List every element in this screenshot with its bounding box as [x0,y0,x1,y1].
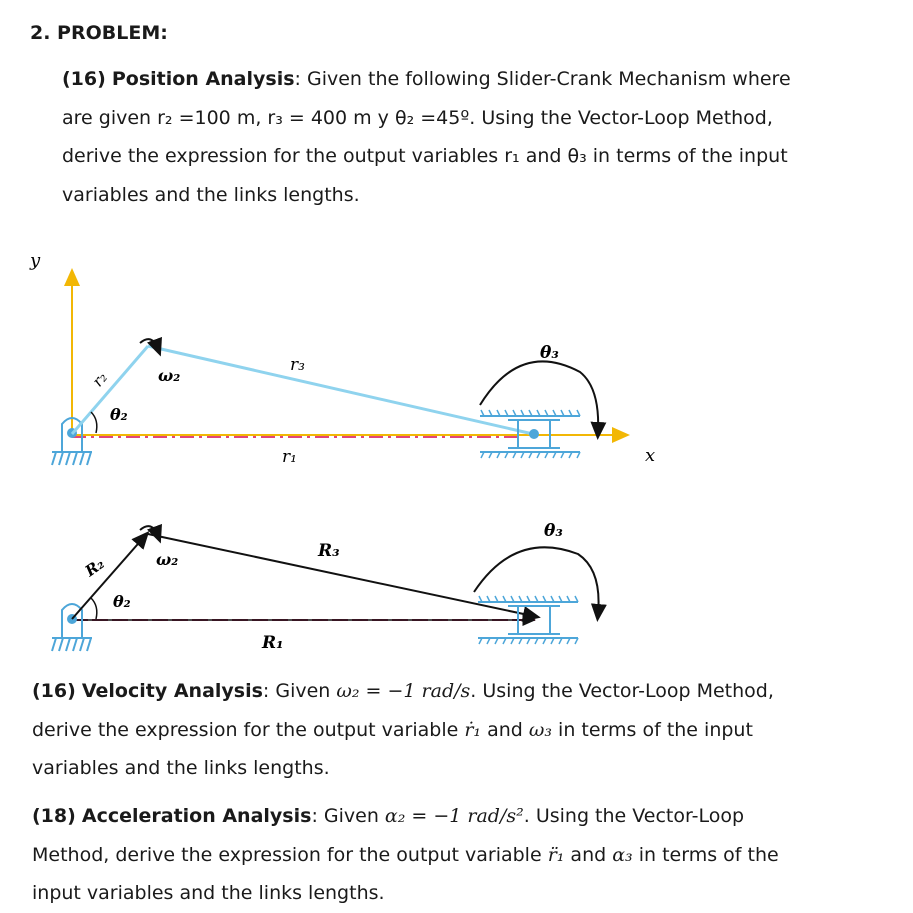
acceleration-title: Acceleration Analysis [81,805,312,827]
position-line-3: derive the expression for the output variables r₁ and θ₃ in terms of the input [62,145,788,167]
acceleration-points: (18) [32,805,76,827]
acceleration-line-2a: Method, derive the expression for the output variable [32,843,548,866]
omega2-label: ω₂ [158,366,181,385]
ground-pivot-2 [52,604,92,651]
velocity-var-r1-dot: ṙ₁ [464,718,482,741]
theta2-label-2: θ₂ [113,592,131,611]
velocity-analysis-paragraph [32,672,852,788]
theta3-label: θ₃ [540,343,559,363]
R2-label: R₂ [81,554,108,581]
velocity-title: Velocity Analysis [81,680,263,702]
x-axis-label: x [645,445,656,466]
theta3-arc [480,361,598,432]
position-line-1-text: : Given the following Slider-Crank Mechanism where [294,68,791,90]
acceleration-var-r1-ddot: r̈₁ [547,843,565,866]
position-title: Position Analysis [111,68,295,90]
velocity-line-1 [32,672,852,711]
velocity-given-equation: ω₂ = −1 rad/s [336,680,471,702]
diagram-1 [29,250,655,467]
theta2-label: θ₂ [110,405,128,424]
velocity-line-2b: and [481,718,529,741]
position-points: (16) [62,68,106,90]
velocity-var-omega3: ω₃ [528,718,552,741]
acceleration-var-alpha3: α₃ [612,843,633,866]
acceleration-analysis-paragraph [32,797,852,913]
acceleration-line-2c: in terms of the [632,843,779,866]
link-r3 [148,346,533,434]
velocity-line-2c: in terms of the input [552,718,753,741]
r3-label: r₃ [290,355,305,375]
theta3-arc-2 [474,547,599,614]
acceleration-line-2b: and [564,843,613,866]
velocity-text-a: : Given [262,680,337,702]
velocity-text-b: . Using the Vector-Loop Method, [470,680,774,702]
velocity-line-3: variables and the links lengths. [32,757,330,779]
R3-vector [148,534,533,616]
R3-label: R₃ [318,541,340,561]
acceleration-line-3: input variables and the links lengths. [32,882,385,904]
acceleration-text-b: . Using the Vector-Loop [523,805,745,827]
problem-heading: 2. PROBLEM: [30,22,168,44]
R2-vector [72,537,144,619]
omega2-label-2: ω₂ [156,550,179,569]
y-axis-label: y [30,250,41,271]
velocity-points: (16) [32,680,76,702]
position-line-4: variables and the links lengths. [62,183,360,206]
velocity-line-2a: derive the expression for the output variable [32,718,465,741]
acceleration-given-equation: α₂ = −1 rad/s² [384,805,524,827]
R1-label: R₁ [262,633,284,653]
acceleration-line-1 [32,797,852,836]
acceleration-line-2 [32,836,852,875]
position-line-2: are given r₂ =100 m, r₃ = 400 m y θ₂ =45º. Using the Vector-Loop Method, [62,106,773,129]
theta2-arc [91,412,97,433]
r2-label: r₂ [88,368,111,391]
r1-label: r₁ [282,447,297,467]
diagram-2 [52,521,599,653]
acceleration-text-a: : Given [311,805,385,827]
theta2-arc-2 [91,598,97,619]
velocity-line-2 [32,711,852,750]
theta3-label-2: θ₃ [544,521,563,541]
